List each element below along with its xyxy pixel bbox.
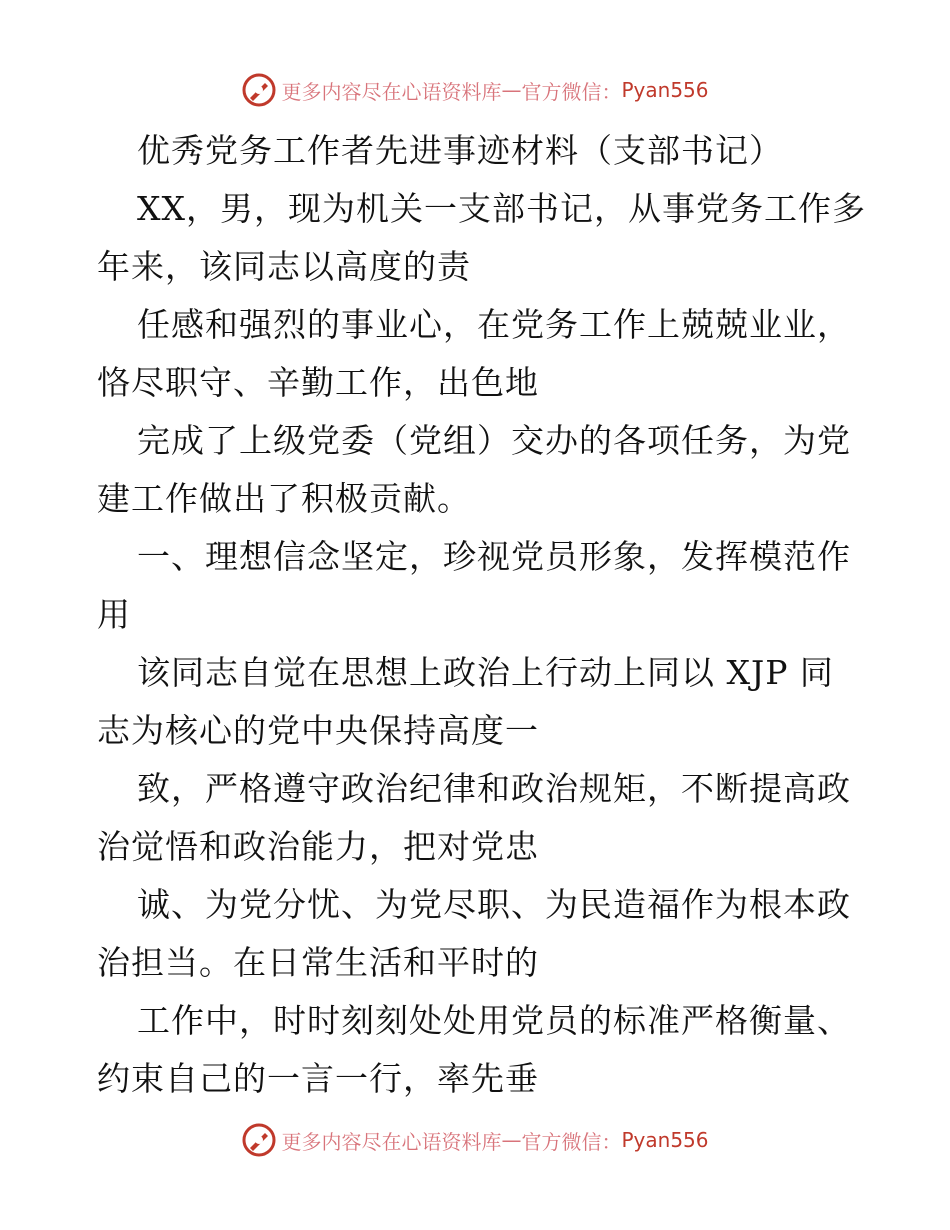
pen-logo-icon <box>241 72 277 108</box>
banner-dash: — <box>501 1128 522 1152</box>
section-heading: 一、理想信念坚定，珍视党员形象，发挥模范作用 <box>97 537 851 634</box>
paragraph: 工作中，时时刻刻处处用党员的标准严格衡量、约束自己的一言一行，率先垂 <box>97 1001 851 1098</box>
header-watermark <box>0 70 950 110</box>
paragraph: 任感和强烈的事业心，在党务工作上兢兢业业，恪尽职守、辛勤工作，出色地 <box>97 305 851 402</box>
document-title: 优秀党务工作者先进事迹材料（支部书记） <box>137 131 783 170</box>
paragraph: 致，严格遵守政治纪律和政治规矩，不断提高政治觉悟和政治能力，把对党忠 <box>97 769 851 866</box>
banner-wechat-label: 官方微信： <box>521 79 622 104</box>
paragraph: 该同志自觉在思想上政治上行动上同以 XJP 同志为核心的党中央保持高度一 <box>97 653 834 750</box>
paragraph: 诚、为党分忧、为党尽职、为民造福作为根本政治担当。在日常生活和平时的 <box>97 885 851 982</box>
banner-dash: — <box>501 78 522 102</box>
paragraph: 完成了上级党委（党组）交办的各项任务，为党建工作做出了积极贡献。 <box>97 421 851 518</box>
banner-wechat-id: Pyan556 <box>621 1128 709 1152</box>
banner-text: 更多内容尽在心语资料库 <box>281 1129 502 1154</box>
banner-wechat-id: Pyan556 <box>621 78 709 102</box>
paragraph: XX，男，现为机关一支部书记，从事党务工作多年来，该同志以高度的责 <box>97 189 866 286</box>
footer-watermark <box>0 1120 950 1160</box>
document-body <box>97 122 867 1108</box>
banner-text: 更多内容尽在心语资料库 <box>281 79 502 104</box>
pen-logo-icon <box>241 1122 277 1158</box>
banner-wechat-label: 官方微信： <box>521 1129 622 1154</box>
